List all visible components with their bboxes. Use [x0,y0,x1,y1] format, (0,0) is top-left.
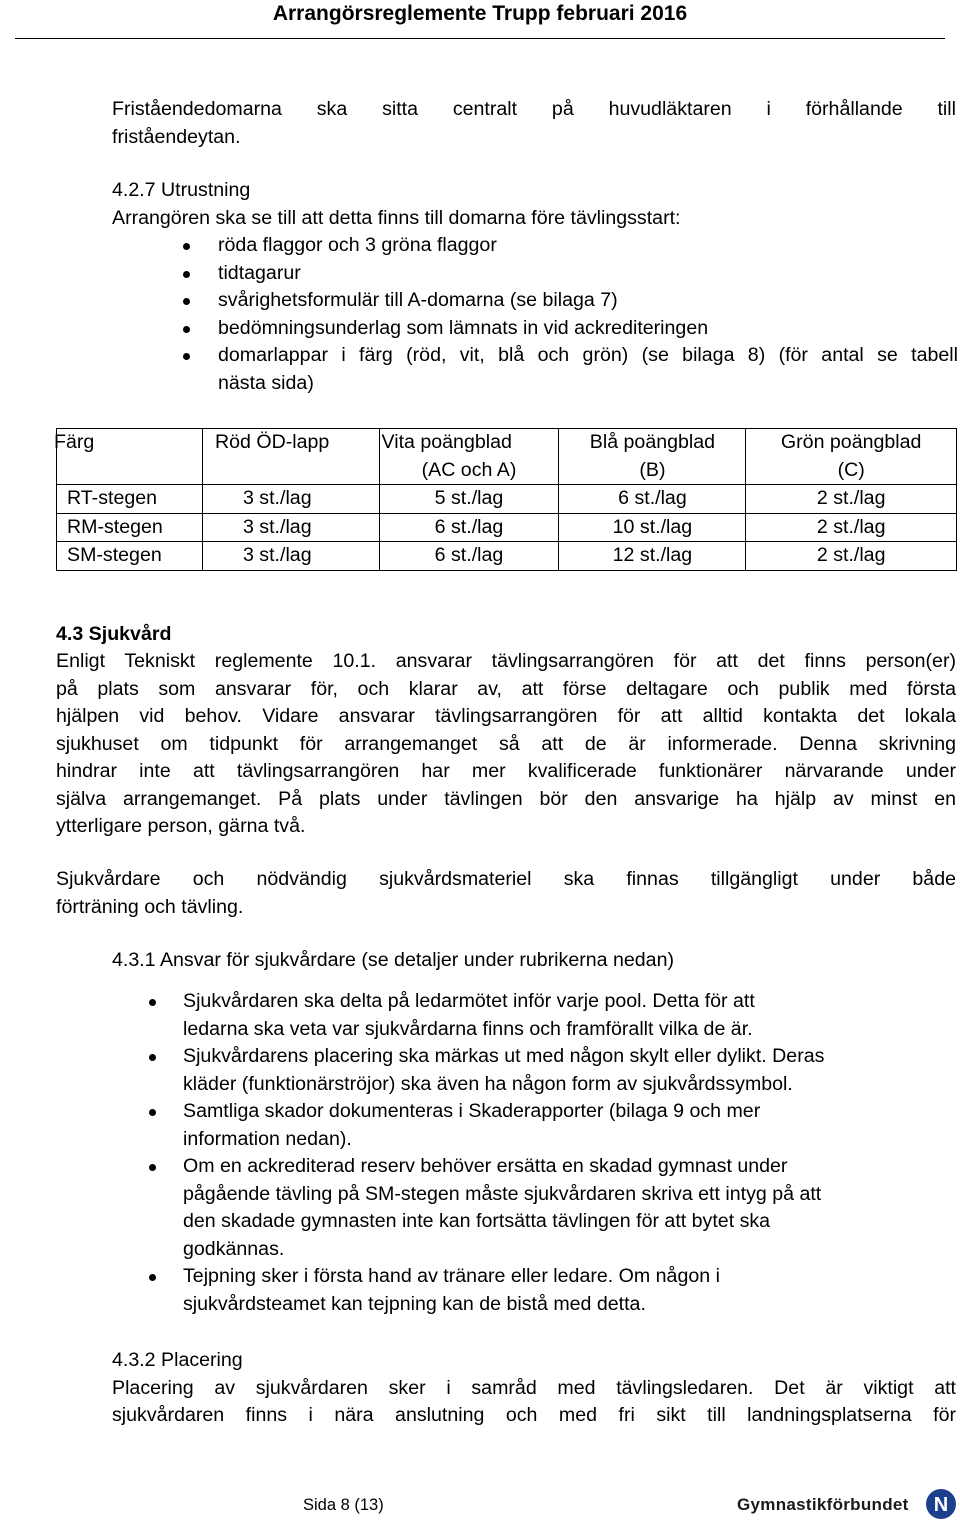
bullet-icon [183,353,190,360]
table-cell: 3 st./lag [202,513,379,542]
table-cell: 6 st./lag [379,513,559,542]
section-432 [112,1347,956,1430]
score-sheet-table [56,428,957,571]
table-cell: SM-stegen [57,542,203,571]
equipment-item: röda flaggor och 3 gröna flaggor [218,232,958,260]
bullet-icon [149,1109,156,1116]
section-427-lead: Arrangören ska se till att detta finns till domarna före tävlingsstart: [112,206,681,229]
table-row [57,485,957,514]
bullet-icon [149,999,156,1006]
gymnastikforbundet-logo [737,1488,959,1522]
table-cell: 10 st./lag [559,513,746,542]
text-line: hjälpen vid behov. Vidare ansvarar tävlingsarrangören för att alltid kontakta det lokala [56,705,956,727]
equipment-item-continuation: nästa sida) [218,371,314,394]
intro-line-1: Friståendedomarna ska sitta centralt på huvudläktaren i förhållande till [112,98,956,120]
document-header-title: Arrangörsreglemente Trupp februari 2016 [272,2,688,25]
table-cell: 12 st./lag [559,542,746,571]
section-43-paragraph-1 [56,648,956,841]
section-427-heading: 4.2.7 Utrustning [112,179,251,201]
page-number: Sida 8 (13) [303,1496,384,1514]
table-cell: 3 st./lag [202,542,379,571]
equipment-list [218,232,958,397]
table-cell: RM-stegen [57,513,203,542]
table-header-cell: Färg [57,429,203,485]
section-43-paragraph-2 [56,866,956,921]
bullet-icon [149,1054,156,1061]
list-item: Sjukvårdaren ska delta på ledarmötet inför varje pool. Detta för att ledarna ska veta var sjukvårdarna finns och framförallt vilka de är. [183,988,943,1043]
text-line: sjukhuset om tidpunkt för arrangemanget så att de är informerade. Denna skrivning [56,732,956,755]
text-line: förträning och tävling. [56,895,244,918]
section-43-heading: 4.3 Sjukvård [56,623,172,645]
bullet-icon [183,298,190,305]
list-item: Samtliga skador dokumenteras i Skaderapporter (bilaga 9 och mer information nedan). [183,1098,943,1153]
bullet-icon [183,271,190,278]
table-header-cell: Blå poängblad (B) [559,429,746,485]
section-431-heading: 4.3.1 Ansvar för sjukvårdare (se detaljer under rubrikerna nedan) [112,949,674,971]
table-header-cell: Vita poängblad (AC och A) [379,429,559,485]
responsibility-list [183,988,943,1318]
bullet-icon [183,243,190,250]
table-cell: 2 st./lag [746,485,957,514]
table-row [57,542,957,571]
list-item: Tejpning sker i första hand av tränare eller ledare. Om någon i sjukvårdsteamet kan tejpning kan de bistå med detta. [183,1263,943,1318]
text-line: Placering av sjukvårdaren sker i samråd med tävlingsledaren. Det är viktigt att [112,1376,956,1399]
logo-mark-icon [925,1488,957,1520]
logo-mark-letter: N [933,1494,949,1516]
text-line: sjukvårdaren finns i nära anslutning och med fri sikt till landningsplatserna för [112,1404,956,1426]
section-432-heading: 4.3.2 Placering [112,1349,243,1371]
text-line: på plats som ansvarar för, och klarar av, att förse deltagare och publik med första [56,677,956,700]
table-cell: 3 st./lag [202,485,379,514]
bullet-icon [149,1164,156,1171]
text-line: Enligt Tekniskt reglemente 10.1. ansvarar tävlingsarrangören för att det finns person(er) [56,650,956,672]
equipment-item: bedömningsunderlag som lämnats in vid ackrediteringen [218,315,958,343]
equipment-item: svårighetsformulär till A-domarna (se bilaga 7) [218,287,958,315]
header-divider [15,38,945,39]
list-item: Sjukvårdarens placering ska märkas ut med någon skylt eller dylikt. Deras kläder (funktionärströjor) ska även ha någon form av sjukvårdssymbol. [183,1043,943,1098]
table-header-cell: Röd ÖD-lapp [202,429,379,485]
table-header-row [57,429,957,485]
section-427 [112,177,956,232]
table-cell: 6 st./lag [379,542,559,571]
bullet-icon [183,326,190,333]
table-cell: 5 st./lag [379,485,559,514]
table-header-cell: Grön poängblad (C) [746,429,957,485]
table-cell: RT-stegen [57,485,203,514]
table-cell: 2 st./lag [746,513,957,542]
text-line: ytterligare person, gärna två. [56,815,306,837]
logo-text: Gymnastikförbundet [737,1495,909,1514]
list-item: Om en ackrediterad reserv behöver ersätta en skadad gymnast under pågående tävling på SM-stegen måste sjukvårdaren skriva ett intyg på att den skadade gymnasten inte kan fortsätta tävlingen för att bytet ska godkännas. [183,1153,943,1263]
text-line: Sjukvårdare och nödvändig sjukvårdsmateriel ska finnas tillgängligt under både [56,868,956,890]
table-cell: 2 st./lag [746,542,957,571]
bullet-icon [149,1274,156,1281]
intro-line-2: friståendeytan. [112,125,241,148]
equipment-item: tidtagarur [218,260,958,288]
text-line: hindrar inte att tävlingsarrangören har mer kvalificerade funktionärer närvarande under [56,760,956,782]
table-cell: 6 st./lag [559,485,746,514]
equipment-item: domarlappar i färg (röd, vit, blå och grön) (se bilaga 8) (för antal se tabell [218,342,958,370]
text-line: själva arrangemanget. På plats under tävlingen bör den ansvarige ha hjälp av minst en [56,787,956,810]
intro-paragraph [112,96,956,151]
table-row [57,513,957,542]
